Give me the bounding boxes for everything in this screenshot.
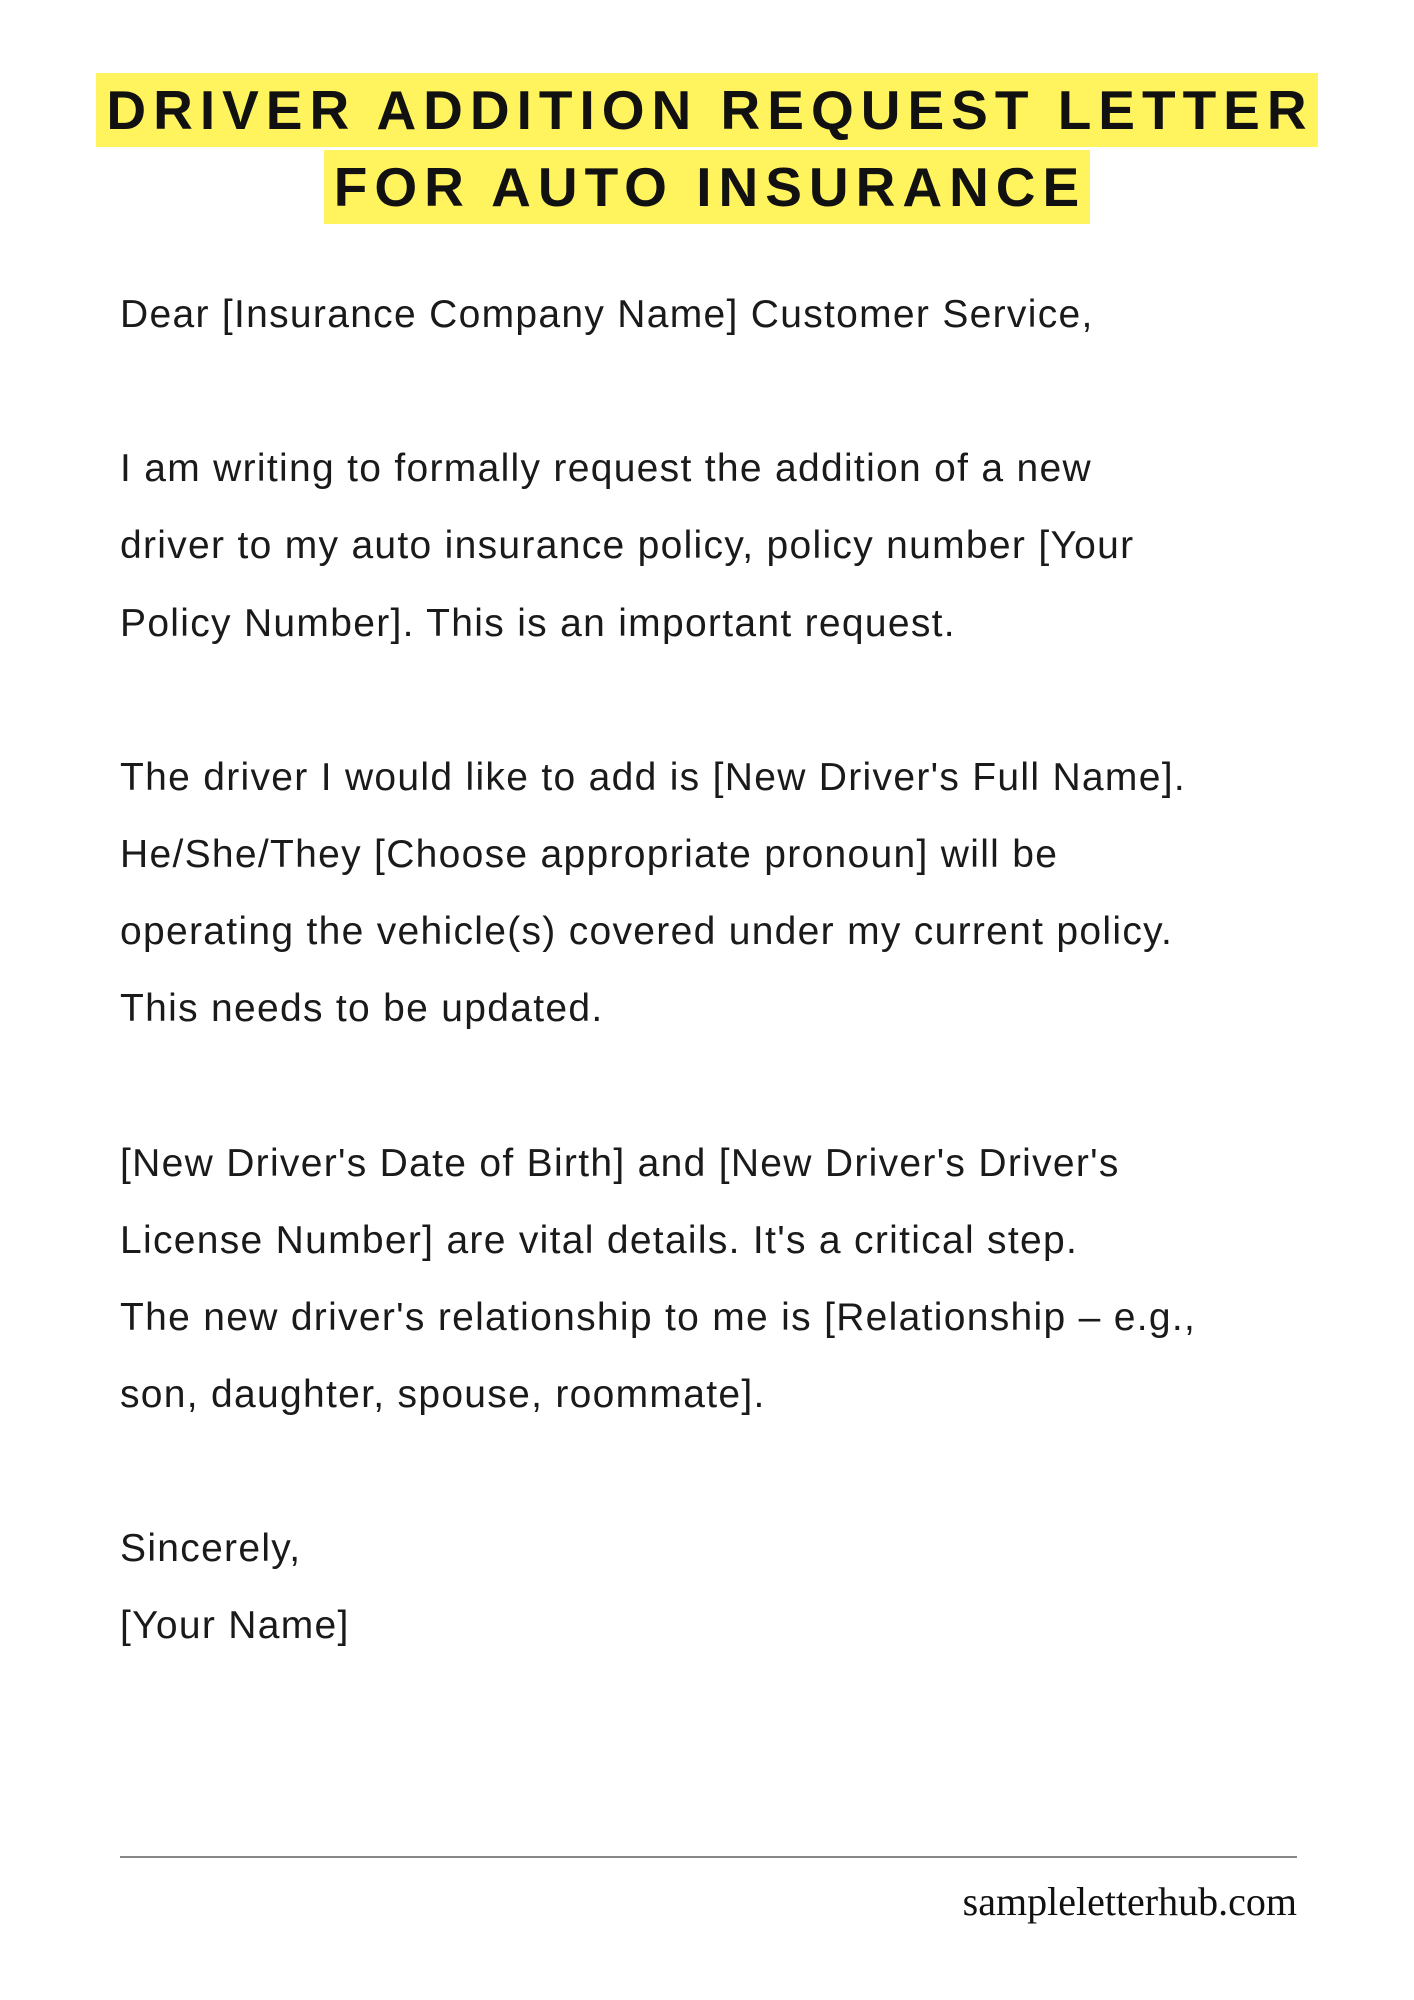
signature: [Your Name] xyxy=(120,1604,350,1647)
title-line-1 xyxy=(0,75,1414,145)
body-line: [New Driver's Date of Birth] and [New Driver's Driver's xyxy=(120,1142,1120,1185)
salutation: Dear [Insurance Company Name] Customer Service, xyxy=(120,293,1094,336)
body-line: operating the vehicle(s) covered under my current policy. xyxy=(120,910,1174,953)
title-line-2 xyxy=(0,152,1414,222)
body-line: He/She/They [Choose appropriate pronoun] will be xyxy=(120,833,1059,876)
body-line: Policy Number]. This is an important request. xyxy=(120,602,956,645)
title-highlight: FOR AUTO INSURANCE xyxy=(324,150,1090,224)
body-line: son, daughter, spouse, roommate]. xyxy=(120,1373,766,1416)
closing: Sincerely, xyxy=(120,1527,302,1570)
title-highlight: DRIVER ADDITION REQUEST LETTER xyxy=(96,73,1317,147)
body-line: This needs to be updated. xyxy=(120,987,604,1030)
footer-site: sampleletterhub.com xyxy=(962,1879,1297,1924)
body-line: The new driver's relationship to me is [Relationship – e.g., xyxy=(120,1296,1197,1339)
body-line: The driver I would like to add is [New Driver's Full Name]. xyxy=(120,756,1186,799)
body-line: I am writing to formally request the addition of a new xyxy=(120,447,1092,490)
footer-divider xyxy=(120,1856,1297,1858)
body-line: driver to my auto insurance policy, policy number [Your xyxy=(120,524,1135,567)
body-line: License Number] are vital details. It's a critical step. xyxy=(120,1219,1079,1262)
